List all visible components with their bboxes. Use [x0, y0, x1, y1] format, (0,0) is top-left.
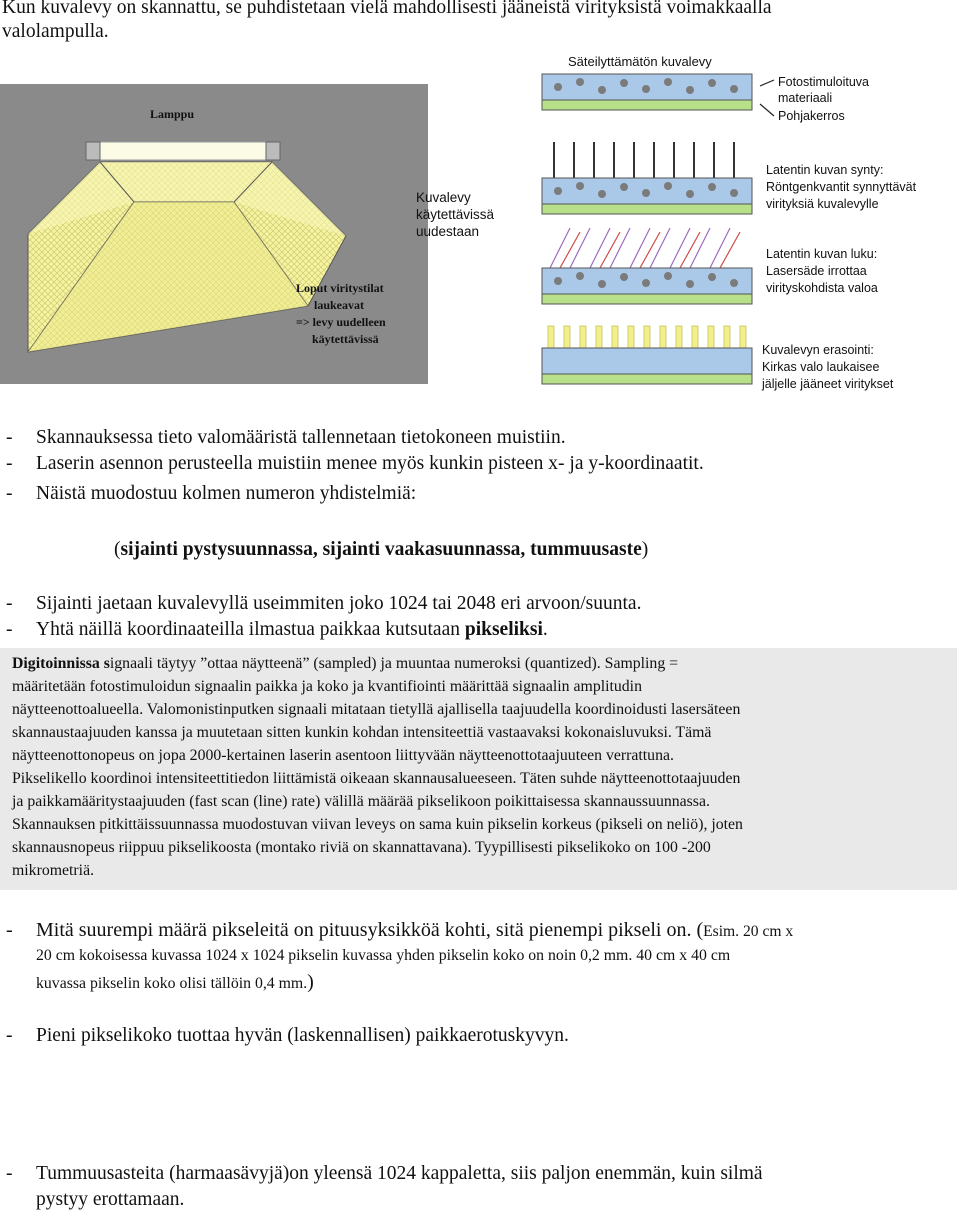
- bullet-6-line-3-text: kuvassa pikselin koko olisi tällöin 0,4 mm.: [36, 975, 308, 992]
- bullet-text: [36, 918, 793, 944]
- para-line: määritetään fotostimuloidun signaalin paikka ja koko ja kvantifiointi määrittää signaalin amplitudin: [12, 678, 642, 695]
- bullet-text: Skannauksessa tieto valomääristä tallennetaan tietokoneen muistiin.: [36, 427, 566, 448]
- bullet-text: [36, 618, 548, 642]
- intro-line-2: valolampulla.: [2, 21, 109, 42]
- label-c-1: Latentin kuvan luku:: [766, 247, 878, 261]
- bullet-6-main: Mitä suurempi määrä pikseleitä on pituusyksikköä kohti, sitä pienempi pikseli on. (: [36, 919, 704, 941]
- bullet-dash: -: [6, 1163, 13, 1184]
- triple-close: ): [641, 539, 649, 560]
- bullet-6-close: ): [307, 971, 314, 993]
- bullet-dash: -: [6, 1025, 13, 1046]
- bullet-dash: -: [6, 619, 13, 640]
- label-c-3: virityskohdista valoa: [766, 281, 878, 295]
- plate-diagram: [540, 52, 960, 396]
- bullet-dash: -: [6, 427, 13, 448]
- remaining-label-3: => levy uudelleen: [296, 315, 386, 329]
- label-d-2: Kirkas valo laukaisee: [762, 360, 880, 374]
- para-line: skannaustaajuuden kanssa ja muutetaan sitten kunkin kohdan intensiteettiä vastaavaksi kokonaisluvuksi. Tämä: [12, 724, 712, 741]
- label-b-3: virityksiä kuvalevylle: [766, 197, 879, 211]
- label-a-3: Pohjakerros: [778, 109, 845, 123]
- plate-diagram-title: Säteilyttämätön kuvalevy: [568, 54, 712, 69]
- bullet-8-line-2: pystyy erottamaan.: [36, 1189, 185, 1210]
- bullet-dash: -: [6, 483, 13, 504]
- plate-layers-illustration: [540, 52, 960, 396]
- label-a-1: Fotostimuloituva: [778, 75, 870, 89]
- remaining-label-1: Loput viritystilat: [296, 281, 384, 295]
- label-a-2: materiaali: [778, 91, 833, 105]
- bullet-text: Laserin asennon perusteella muistiin menee myös kunkin pisteen x- ja y-koordinaatit.: [36, 453, 704, 474]
- digitization-term: Digitoinnissa s: [12, 655, 110, 672]
- bullet-6-example: Esim. 20 cm x: [703, 923, 794, 940]
- para-line: [12, 652, 952, 675]
- plate-label-1: Kuvalevy: [416, 190, 471, 205]
- remaining-label-4: käytettävissä: [312, 332, 379, 346]
- pixel-period: .: [542, 619, 548, 640]
- bullet-6-line-2: 20 cm kokoisessa kuvassa 1024 x 1024 pikselin kuvassa yhden pikselin koko on noin 0,2 mm. 40 cm x 40 cm: [36, 947, 731, 964]
- bullet-dash: -: [6, 919, 13, 941]
- bullet-text: Näistä muodostuu kolmen numeron yhdistelmiä:: [36, 483, 417, 504]
- plate-label-2: käytettävissä: [416, 207, 495, 222]
- bullet-dash: -: [6, 453, 13, 474]
- para-line: ja paikkamääritystaajuuden (fast scan (line) rate) välillä määrää pikselikoon poikittaisessa skannaussuunnassa.: [12, 793, 710, 810]
- label-b-2: Röntgenkvantit synnyttävät: [766, 180, 917, 194]
- bullet-text: Pieni pikselikoko tuottaa hyvän (laskennallisen) paikkaerotuskyvyn.: [36, 1025, 569, 1046]
- triple-text: sijainti pystysuunnassa, sijainti vaakasuunnassa, tummuusaste: [120, 539, 642, 560]
- para-line: Skannauksen pitkittäissuunnassa muodostuvan viivan leveys on sama kuin pikselin korkeus (pikseli on neliö), joten: [12, 816, 743, 833]
- label-c-2: Lasersäde irrottaa: [766, 264, 867, 278]
- bullet-6-line-3: [36, 970, 314, 996]
- para-line: Pikselikello koordinoi intensiteettitiedon liittämistä oikeaan skannausalueeseen. Täten suhde näytteenottotaajuuden: [12, 770, 741, 787]
- lamp-figure: [0, 84, 428, 384]
- para-line-rest: ignaali täytyy ”ottaa näytteenä” (sampled) ja muuntaa numeroksi (quantized). Sampling =: [109, 655, 679, 672]
- label-d-1: Kuvalevyn erasointi:: [762, 343, 874, 357]
- label-b-1: Latentin kuvan synty:: [766, 163, 884, 177]
- para-line: skannausnopeus riippuu pikselikoosta (montako riviä on skannattavana). Tyypillisesti pikselikoko on 100 -200: [12, 839, 711, 856]
- plate-label-3: uudestaan: [416, 224, 480, 239]
- para-line: mikrometriä.: [12, 862, 95, 879]
- label-d-3: jäljelle jääneet viritykset: [762, 377, 894, 391]
- pixel-sentence: Yhtä näillä koordinaateilla ilmastua paikkaa kutsutaan: [36, 619, 465, 640]
- coordinate-triple: [114, 538, 648, 562]
- triple-open: (: [114, 539, 121, 560]
- digitization-paragraph: [12, 652, 952, 882]
- para-line: näytteenottonopeus on jopa 2000-kertainen laserin asentoon liittyvään näytteenottotaajuuteen verrattuna.: [12, 747, 674, 764]
- lamp-label: Lamppu: [150, 107, 195, 121]
- bullet-dash: -: [6, 593, 13, 614]
- bullet-text: Tummuusasteita (harmaasävyjä)on yleensä 1024 kappaletta, siis paljon enemmän, kuin silmä: [36, 1163, 763, 1184]
- para-line: näytteenottoalueella. Valomonistinputken signaali mitataan tietyllä ajallisella taajuudella koordinoidusti lasersäteen: [12, 701, 741, 718]
- remaining-label-2: laukeavat: [314, 298, 365, 312]
- intro-line-1: Kun kuvalevy on skannattu, se puhdistetaan vielä mahdollisesti jääneistä virityksistä voimakkaalla: [2, 0, 772, 18]
- pixel-term: pikseliksi: [464, 619, 543, 640]
- bullet-text: Sijainti jaetaan kuvalevyllä useimmiten joko 1024 tai 2048 eri arvoon/suunta.: [36, 593, 642, 614]
